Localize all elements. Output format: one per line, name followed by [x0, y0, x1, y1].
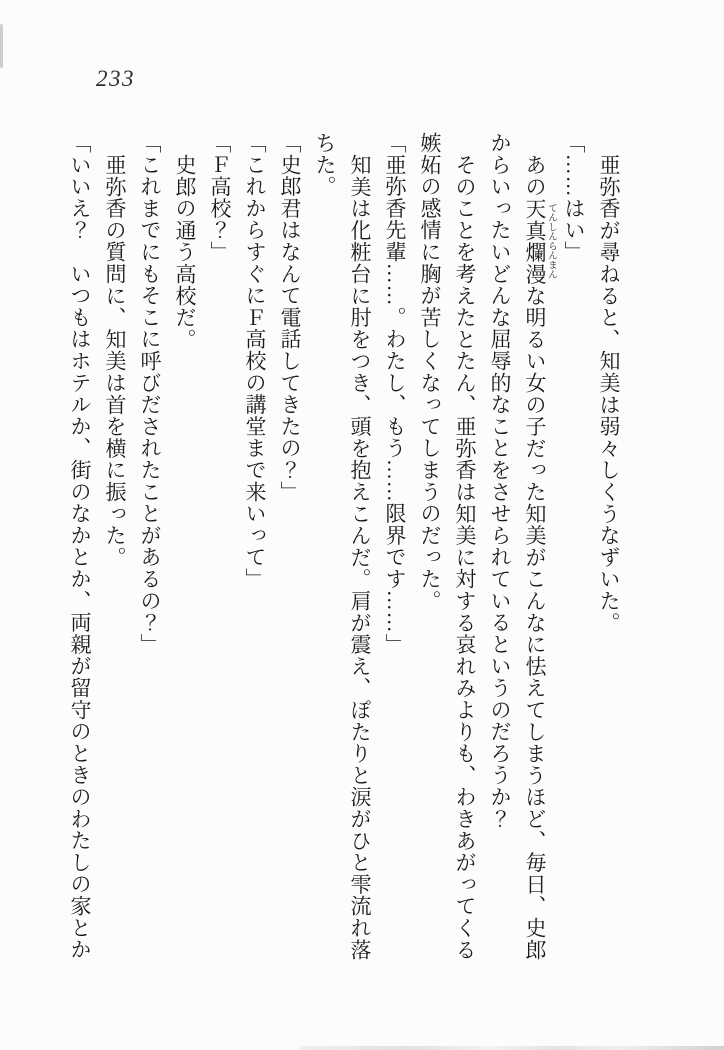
- paragraph-11-dialogue: 「これまでにもそこに呼びだされたことがあるの？」: [138, 132, 162, 656]
- paragraph-06-narration: 知美は化粧台に肘をつき、頭を抱えこんだ。肩が震え、ぽたりと涙がひと雫流れ落ちた。: [313, 132, 372, 961]
- paragraph-05-dialogue: 「亜弥香先輩……。わたし、もう……限界です……」: [383, 132, 407, 656]
- paragraph-08-dialogue: 「これからすぐにＦ高校の講堂まで来いって」: [243, 132, 267, 590]
- paragraph-13-dialogue: 「いいえ？ いつもはホテルか、街のなかとか、両親が留守のときのわたしの家とか: [68, 132, 92, 961]
- paragraph-03-post-text: な明るい女の子だった知美がこんなに怯えてしまうほど、毎日、史郎からいったいどんな屈辱的なことをさせられているというのだろうか？: [488, 132, 547, 961]
- ruby-annotation: [523, 197, 556, 285]
- scan-artifact-bottom-edge: [300, 1046, 724, 1050]
- paragraph-07-dialogue: 「史郎君はなんて電話してきたの？」: [278, 132, 302, 503]
- ruby-base-text: 天真爛漫: [523, 197, 547, 285]
- scan-artifact-left-edge: [0, 24, 3, 68]
- paragraph-04-narration: そのことを考えたとたん、亜弥香は知美に対する哀れみよりも、わきあがってくる嫉妬の感情に胸が苦しくなってしまうのだった。: [418, 132, 477, 961]
- paragraph-02-dialogue: 「……はい」: [562, 132, 586, 263]
- vertical-text-block: [62, 132, 626, 965]
- paragraph-03-pre-text: あの: [523, 154, 547, 198]
- paragraph-09-dialogue: 「Ｆ高校？」: [208, 132, 232, 263]
- paragraph-10-narration: 史郎の通う高校だ。: [173, 154, 197, 351]
- page-number: 233: [96, 66, 135, 91]
- paragraph-01-narration: 亜弥香が尋ねると、知美は弱々しくうなずいた。: [597, 154, 621, 634]
- paragraph-12-narration: 亜弥香の質問に、知美は首を横に振った。: [103, 154, 127, 569]
- furigana-text: てんしんらんまん: [546, 197, 556, 285]
- paragraph-03-narration: [482, 132, 556, 965]
